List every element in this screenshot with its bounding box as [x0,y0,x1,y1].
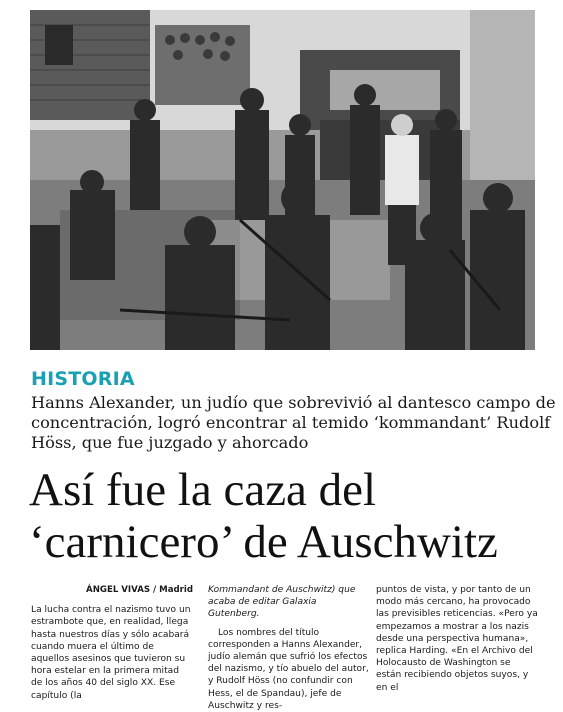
body-paragraph: Los nombres del título corresponden a Hanns Alexander, judío alemán que sufrió los efectos del nazismo, y tío abuelo del autor, y Rudolf Höss (no confundir con Hess, el de Spandau), jefe de Auschwitz y res- [208,627,369,711]
article-deck: Hanns Alexander, un judío que sobrevivió al dantesco campo de concentración, logró encontrar al temido ‘kommandant’ Rudolf Höss, que fue juzgado y ahorcado [31,393,556,452]
body-paragraph: Kommandant de Auschwitz) que acaba de editar Galaxia Gutenberg. [208,585,356,620]
article-headline [29,464,563,568]
body-column-2 [208,584,370,712]
body-column-1 [31,584,193,702]
byline: ÁNGEL VIVAS / Madrid [86,585,193,595]
section-label: HISTORIA [31,368,135,390]
article-photo [30,10,535,350]
body-paragraph: puntos de vista, y por tanto de un modo más cercano, ha provocado las previsibles reticencias. «Pero ya empezamos a mostrar a los nazis desde una perspectiva humana», replica Harding. «En el Archivo del Holocausto de Washington se están recibiendo objetos suyos, y en el [376,585,538,693]
body-paragraph: La lucha contra el nazismo tuvo un estrambote que, en realidad, llega hasta nuestros días y sólo acabará cuando muera el último de aquellos asesinos que tuvieron su hora estelar en la primera mitad de los años 40 del siglo XX. Ese capítulo (la [31,605,191,701]
body-column-3 [376,584,538,694]
headline-line-2: ‘carnicero’ de Auschwitz [29,516,498,568]
headline-line-1: Así fue la caza del [29,464,377,516]
